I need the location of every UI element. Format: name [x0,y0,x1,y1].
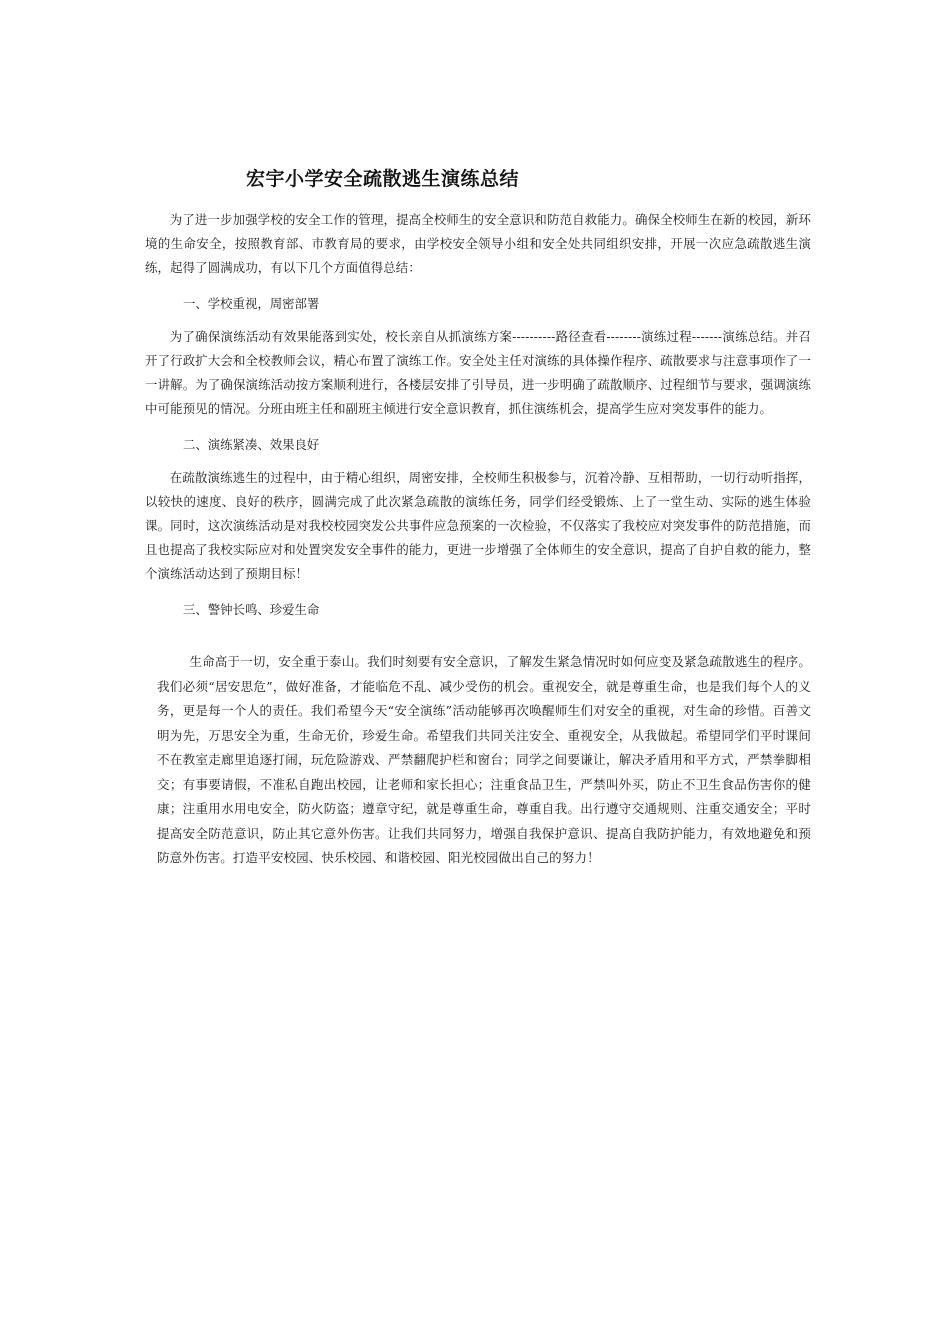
section-3-heading-block [145,600,811,620]
document-title: 宏宇小学安全疏散逃生演练总结 [246,168,520,190]
intro-section [145,208,811,280]
section-3-body-block [157,650,811,871]
section-1-heading: 一、学校重视，周密部署 [183,296,320,311]
section-2-heading: 二、演练紧凑、效果良好 [183,437,320,452]
section-2-heading-block [145,435,811,455]
intro-paragraph: 为了进一步加强学校的安全工作的管理，提高全校师生的安全意识和防范自救能力。确保全校师生在新的校园，新环境的生命安全，按照教育部、市教育局的要求，由学校安全领导小组和安全处共同组织安排，开展一次应急疏散逃生演练，起得了圆满成功，有以下几个方面值得总结： [145,212,811,275]
section-1-heading-block [145,294,811,314]
section-2-body-block [145,466,811,586]
section-1-paragraph: 为了确保演练活动有效果能落到实处，校长亲自从抓演练方案----------路径查看--------演练过程-------演练总结。并召开了行政扩大会和全校教师会议，精心布置了演练工作。安全处主任对演练的具体操作程序、疏散要求与注意事项作了一一讲解。为了确保演练活动按方案顺利进行，各楼层安排了引导员，进一步明确了疏散顺序、过程细节与要求，强调演练中可能预见的情况。分班由班主任和副班主倾进行安全意识教育，抓住演练机会，提高学生应对突发事件的能力。 [145,329,811,416]
section-1-body-block [145,325,811,421]
section-3-paragraph: 生命高于一切，安全重于泰山。我们时刻要有安全意识，了解发生紧急情况时如何应变及紧急疏散逃生的程序。我们必须“居安思危”，做好准备，才能临危不乱、减少受伤的机会。重视安全，就是尊重生命，也是我们每个人的义务，更是每一个人的责任。我们希望今天“安全演练”活动能够再次唤醒师生们对安全的重视，对生命的珍惜。百善文明为先，万思安全为重，生命无价，珍爱生命。希望我们共同关注安全、重视安全，从我做起。希望同学们平时课间不在教室走廊里追逐打闹，玩危险游戏、严禁翻爬护栏和窗台；同学之间要谦让，解决矛盾用和平方式，严禁拳脚相交；有事要请假，不准私自跑出校园，让老师和家长担心；注重食品卫生，严禁叫外买，防止不卫生食品伤害你的健康；注重用水用电安全，防火防盗；遵章守纪，就是尊重生命，尊重自我。出行遵守交通规则、注重交通安全；平时提高安全防范意识，防止其它意外伤害。让我们共同努力，增强自我保护意识、提高自我防护能力，有效地避免和预防意外伤害。打造平安校园、快乐校园、和谐校园、阳光校园做出自己的努力！ [157,654,811,865]
section-3-heading: 三、警钟长鸣、珍爱生命 [183,602,320,617]
section-2-paragraph: 在疏散演练逃生的过程中，由于精心组织，周密安排，全校师生积极参与，沉着冷静、互相帮助，一切行动听指挥，以较快的速度、良好的秩序，圆满完成了此次紧急疏散的演练任务，同学们经受锻炼、上了一堂生动、实际的逃生体验课。同时，这次演练活动是对我校校园突发公共事件应急预案的一次检验，不仅落实了我校应对突发事件的防范措施，而且也提高了我校实际应对和处置突发安全事件的能力，更进一步增强了全体师生的安全意识，提高了自护自救的能力，整个演练活动达到了预期目标！ [145,470,811,581]
